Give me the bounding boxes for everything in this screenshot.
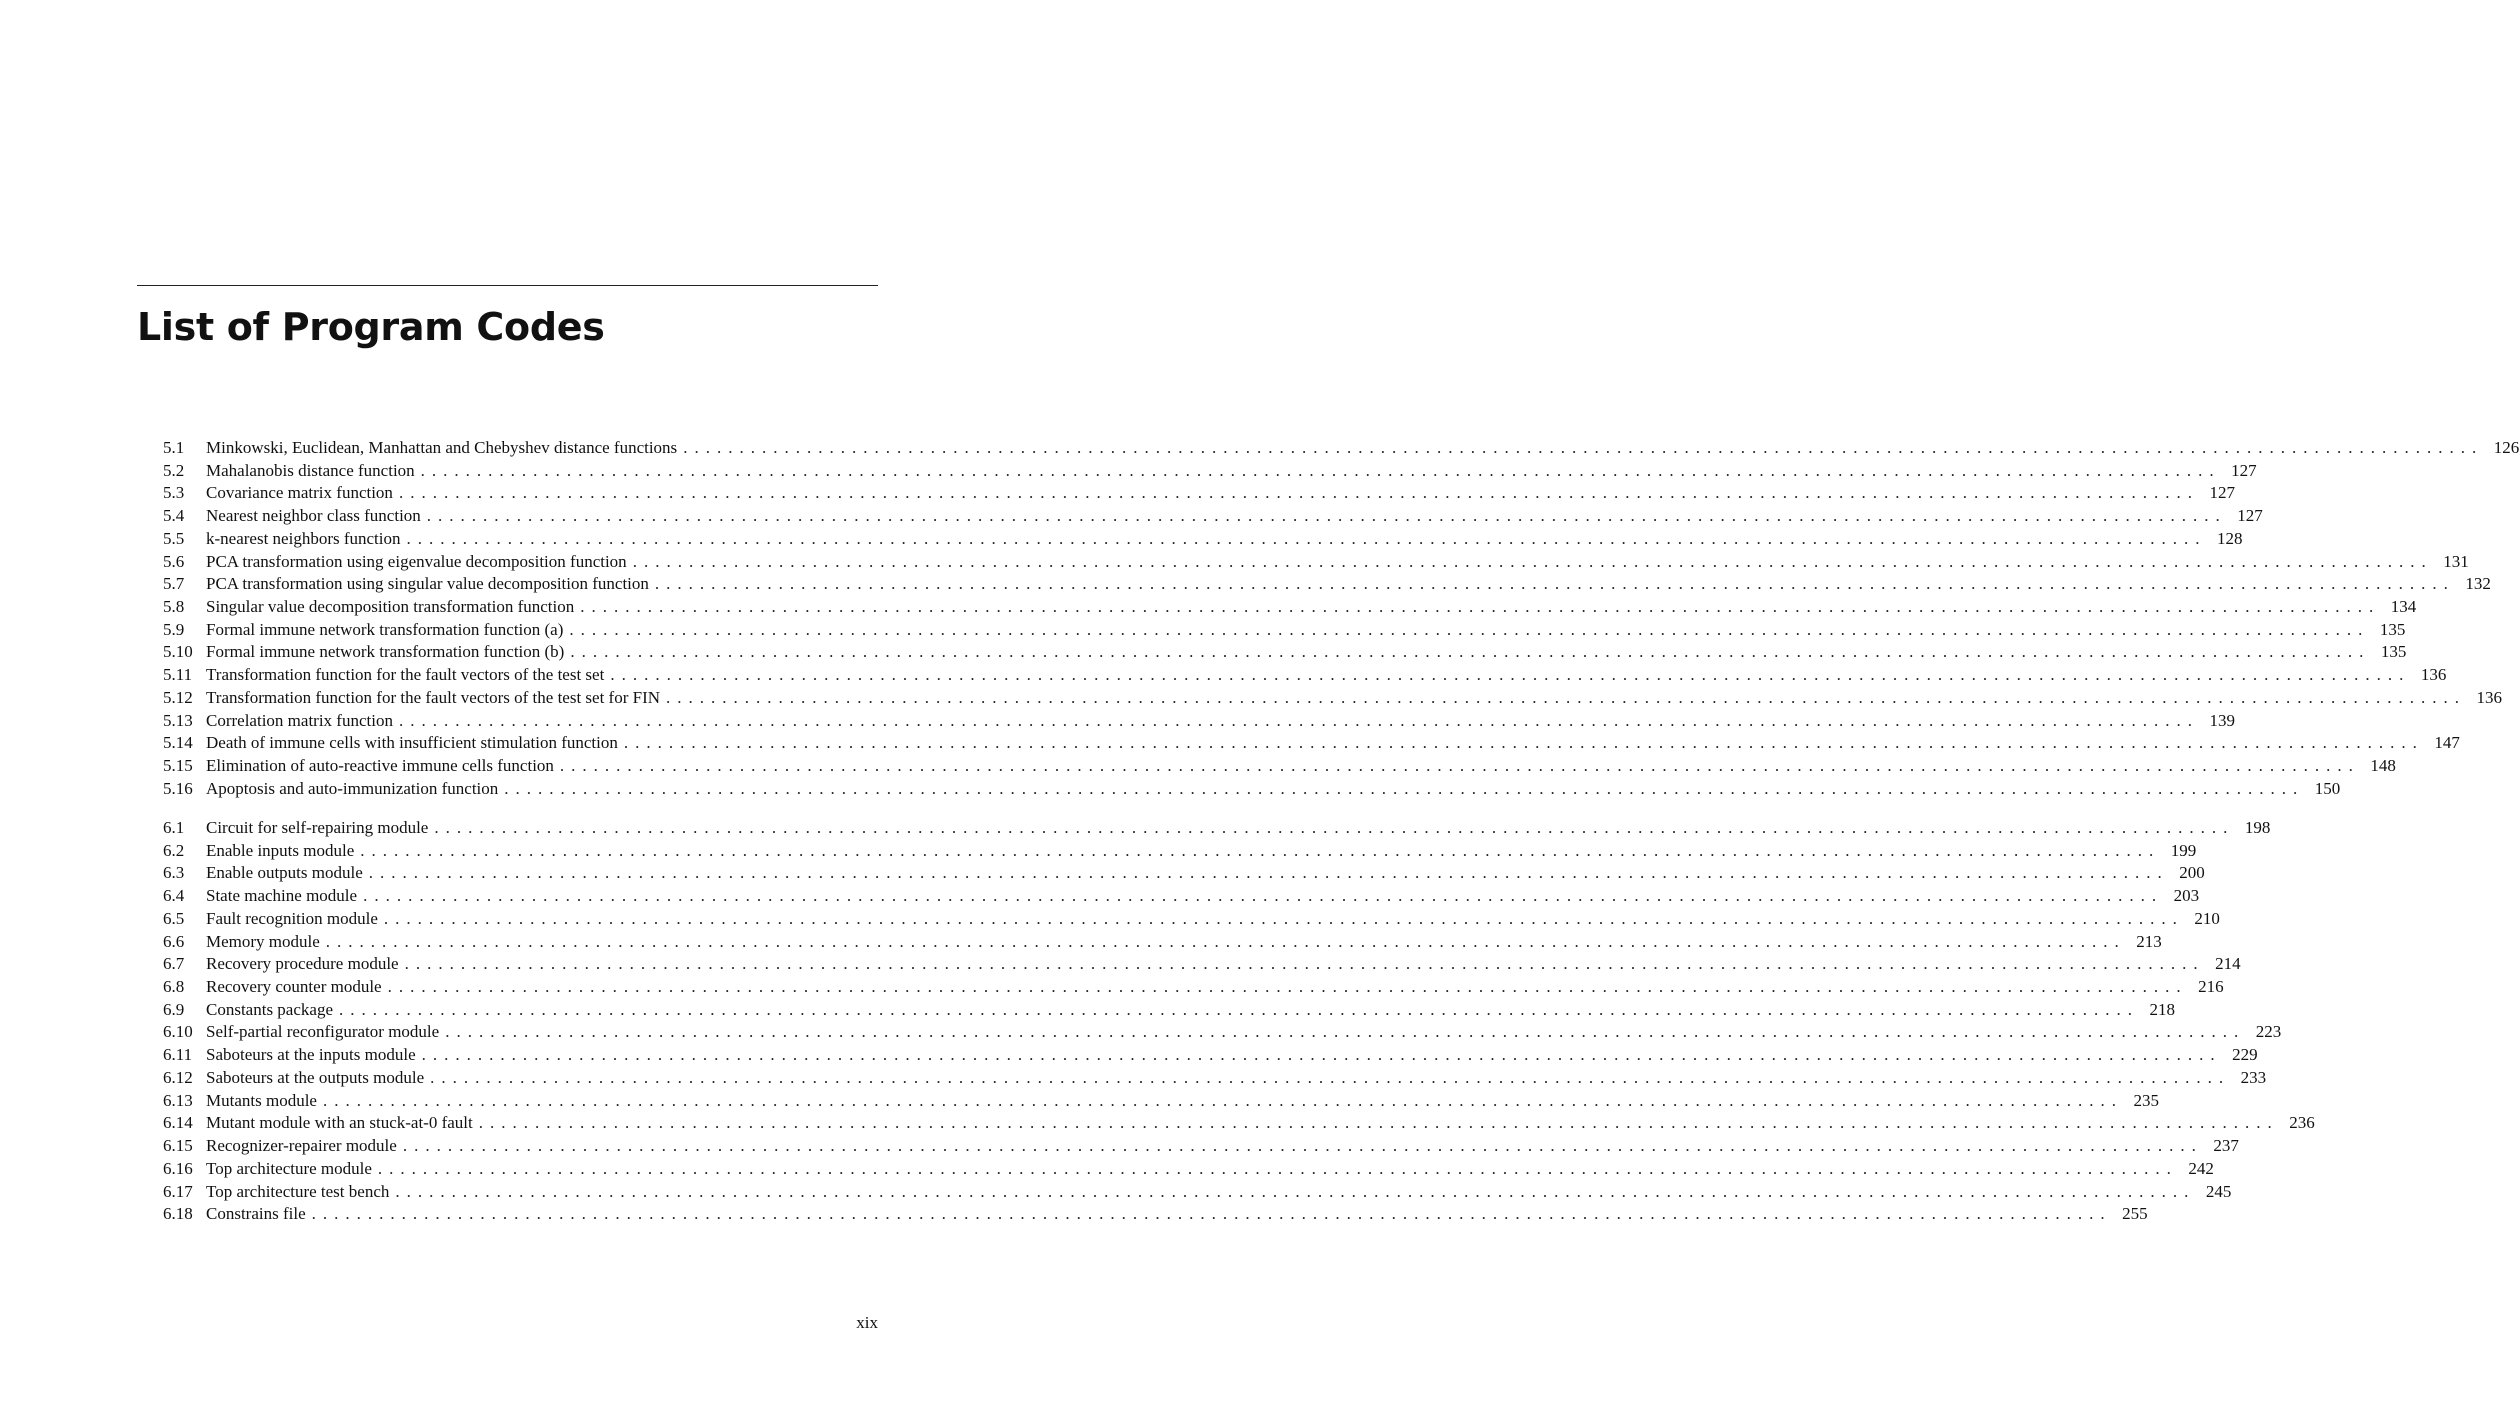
toc-dot-leader: ................................................................................................................................................................: [363, 886, 2164, 906]
toc-entry[interactable]: [163, 1181, 2232, 1204]
toc-entry-title: Saboteurs at the outputs module: [206, 1067, 425, 1087]
toc-entry[interactable]: [163, 1067, 2267, 1090]
toc-dot-leader: ................................................................................................................................................................: [654, 574, 2455, 594]
toc-entry-number: 5.6: [163, 551, 185, 571]
toc-entry[interactable]: [163, 732, 2460, 755]
toc-group-chapter-6: [163, 817, 2315, 1226]
toc-entry[interactable]: [163, 1158, 2214, 1181]
toc-dot-leader: ................................................................................................................................................................: [569, 619, 2370, 639]
toc-entry-title: Circuit for self-repairing module: [206, 818, 429, 837]
toc-entry-title: State machine module: [206, 886, 358, 906]
toc-entry-number: 6.3: [163, 863, 185, 883]
toc-entry[interactable]: [163, 460, 2257, 483]
toc-dot-leader: ................................................................................................................................................................: [398, 710, 2199, 730]
toc-entry-number: 6.9: [163, 999, 185, 1019]
toc-entry-number: 6.12: [163, 1067, 193, 1087]
toc-entry[interactable]: [163, 1203, 2148, 1226]
toc-entry[interactable]: [163, 755, 2396, 778]
toc-entry[interactable]: [163, 953, 2241, 976]
toc-entry-page: 127: [2231, 460, 2257, 480]
toc-entry-title: Mutants module: [206, 1090, 317, 1110]
toc-entry-page: 135: [2380, 642, 2407, 662]
toc-entry-page: 127: [2237, 506, 2263, 526]
toc-entry-title: Singular value decomposition transformation function: [206, 597, 575, 617]
toc-dot-leader: ................................................................................................................................................................: [426, 506, 2227, 526]
toc-entry-number: 5.2: [163, 460, 185, 480]
toc-entry-page: 214: [2215, 954, 2241, 974]
toc-dot-leader: ................................................................................................................................................................: [504, 778, 2305, 798]
toc-entry-number: 6.13: [163, 1090, 193, 1110]
chapter-title: List of Program Codes: [137, 305, 605, 349]
toc-entry-number: 5.13: [163, 710, 193, 730]
toc-entry[interactable]: [163, 976, 2224, 999]
toc-entry-title: Recovery counter module: [206, 977, 382, 997]
toc-entry-title: Enable inputs module: [206, 840, 355, 860]
toc-dot-leader: ................................................................................................................................................................: [610, 665, 2411, 685]
toc-entry-page: 198: [2244, 818, 2271, 837]
toc-entry-number: 5.7: [163, 574, 185, 594]
toc-entry-title: Apoptosis and auto-immunization function: [206, 778, 499, 798]
toc-dot-leader: ................................................................................................................................................................: [430, 1067, 2231, 1087]
toc-entry-number: 5.12: [163, 687, 193, 707]
toc-entry[interactable]: [163, 817, 2271, 840]
toc-entry-page: 203: [2173, 886, 2200, 906]
toc-entry-page: 237: [2213, 1136, 2239, 1156]
toc-entry[interactable]: [163, 710, 2235, 733]
toc-entry-number: 6.17: [163, 1181, 193, 1201]
toc-entry-page: 236: [2289, 1113, 2315, 1133]
toc-entry-title: PCA transformation using singular value decomposition function: [206, 574, 649, 594]
toc-entry-title: Covariance matrix function: [206, 483, 393, 503]
toc-entry-title: Constants package: [206, 999, 333, 1019]
toc-dot-leader: ................................................................................................................................................................: [559, 756, 2360, 776]
toc-entry-number: 6.2: [163, 840, 185, 860]
toc-dot-leader: ................................................................................................................................................................: [402, 1136, 2203, 1156]
toc-entry-page: 199: [2170, 840, 2197, 860]
toc-entry-page: 213: [2136, 931, 2162, 951]
toc-entry-number: 5.5: [163, 528, 185, 548]
toc-entry[interactable]: [163, 551, 2469, 574]
toc-dot-leader: ................................................................................................................................................................: [445, 1022, 2246, 1042]
toc-dot-leader: ................................................................................................................................................................: [383, 908, 2184, 928]
chapter-top-rule: [137, 285, 878, 286]
toc-dot-leader: ................................................................................................................................................................: [406, 528, 2207, 548]
toc-entry-number: 6.10: [163, 1022, 193, 1042]
toc-entry-page: 126: [2493, 438, 2519, 457]
toc-entry-page: 147: [2434, 733, 2460, 753]
toc-entry-title: Top architecture module: [206, 1158, 372, 1178]
toc-entry-title: k-nearest neighbors function: [206, 528, 401, 548]
toc-entry-page: 255: [2122, 1204, 2148, 1224]
toc-entry-number: 6.14: [163, 1113, 193, 1133]
toc-entry-title: Mutant module with an stuck-at-0 fault: [206, 1113, 473, 1133]
toc-entry[interactable]: [163, 437, 2519, 460]
toc-entry-title: Self-partial reconfigurator module: [206, 1022, 440, 1042]
toc-entry-title: Constrains file: [206, 1204, 306, 1224]
toc-entry-number: 6.18: [163, 1204, 193, 1224]
toc-entry-number: 6.7: [163, 954, 185, 974]
toc-entry-number: 5.4: [163, 506, 185, 526]
toc-dot-leader: ................................................................................................................................................................: [666, 687, 2467, 707]
toc-entry-number: 5.8: [163, 597, 185, 617]
toc-dot-leader: ................................................................................................................................................................: [632, 551, 2433, 571]
toc-entry-title: PCA transformation using eigenvalue decomposition function: [206, 551, 627, 571]
toc-entry-number: 5.3: [163, 483, 185, 503]
toc-entry-page: 135: [2379, 619, 2406, 639]
toc-dot-leader: ................................................................................................................................................................: [395, 1181, 2196, 1201]
toc-entry-title: Memory module: [206, 931, 320, 951]
toc-dot-leader: ................................................................................................................................................................: [420, 460, 2221, 480]
toc-entry-number: 6.11: [163, 1045, 193, 1065]
toc-entry-number: 6.16: [163, 1158, 193, 1178]
toc-entry-title: Enable outputs module: [206, 863, 363, 883]
toc-entry[interactable]: [163, 687, 2503, 710]
toc-entry-page: 150: [2314, 778, 2341, 798]
toc-entry[interactable]: [163, 908, 2220, 931]
toc-dot-leader: ................................................................................................................................................................: [570, 642, 2371, 662]
toc-dot-leader: ................................................................................................................................................................: [421, 1045, 2222, 1065]
toc-entry-page: 233: [2240, 1067, 2267, 1087]
toc-entry-title: Recognizer-repairer module: [206, 1136, 397, 1156]
toc-entry-page: 210: [2194, 908, 2220, 928]
toc-dot-leader: ................................................................................................................................................................: [398, 483, 2199, 503]
toc-entry-page: 216: [2198, 977, 2224, 997]
toc-dot-leader: ................................................................................................................................................................: [387, 977, 2188, 997]
toc-entry[interactable]: [163, 1021, 2282, 1044]
toc-dot-leader: ................................................................................................................................................................: [404, 954, 2205, 974]
toc-dot-leader: ................................................................................................................................................................: [434, 818, 2235, 837]
toc-entry[interactable]: [163, 505, 2263, 528]
toc-entry[interactable]: [163, 596, 2417, 619]
toc-entry-page: 134: [2390, 597, 2417, 617]
toc-entry-page: 229: [2232, 1045, 2258, 1065]
toc-dot-leader: ................................................................................................................................................................: [360, 840, 2161, 860]
toc-entry[interactable]: [163, 1135, 2239, 1158]
toc-entry-page: 245: [2205, 1181, 2232, 1201]
toc-entry-page: 200: [2179, 863, 2205, 883]
toc-entry-page: 132: [2465, 574, 2491, 594]
toc-dot-leader: ................................................................................................................................................................: [322, 1090, 2123, 1110]
toc-entry-number: 6.5: [163, 908, 185, 928]
toc-entry-number: 6.15: [163, 1136, 193, 1156]
toc-dot-leader: ................................................................................................................................................................: [325, 931, 2126, 951]
toc-entry-number: 6.8: [163, 977, 185, 997]
toc-entry-page: 136: [2420, 665, 2447, 685]
toc-entry-number: 5.10: [163, 642, 193, 662]
toc-entry[interactable]: [163, 528, 2243, 551]
toc-entry-title: Recovery procedure module: [206, 954, 399, 974]
toc-entry[interactable]: [163, 664, 2447, 687]
toc-entry-number: 5.11: [163, 665, 193, 685]
toc-entry-page: 131: [2443, 551, 2469, 571]
toc-entry-title: Fault recognition module: [206, 908, 378, 928]
toc-dot-leader: ................................................................................................................................................................: [339, 999, 2139, 1019]
toc-entry-number: 6.6: [163, 931, 185, 951]
toc-entry[interactable]: [163, 482, 2235, 505]
toc-entry-title: Minkowski, Euclidean, Manhattan and Chebyshev distance functions: [206, 438, 678, 457]
toc-entry-number: 5.14: [163, 733, 193, 753]
toc-entry-title: Death of immune cells with insufficient stimulation function: [206, 733, 618, 753]
toc-entry[interactable]: [163, 619, 2406, 642]
toc-entry-title: Mahalanobis distance function: [206, 460, 415, 480]
toc-entry-title: Top architecture test bench: [206, 1181, 390, 1201]
toc-entry[interactable]: [163, 999, 2175, 1022]
toc-entry-title: Elimination of auto-reactive immune cells function: [206, 756, 554, 776]
page-number: xix: [856, 1313, 878, 1332]
toc-entry[interactable]: [163, 641, 2407, 664]
toc-entry[interactable]: [163, 862, 2205, 885]
toc-entry[interactable]: [163, 840, 2197, 863]
toc-entry-title: Formal immune network transformation function (b): [206, 642, 565, 662]
toc-entry-title: Formal immune network transformation function (a): [206, 619, 564, 639]
toc-entry-page: 139: [2209, 710, 2235, 730]
toc-dot-leader: ................................................................................................................................................................: [478, 1113, 2279, 1133]
toc-entry-number: 5.1: [163, 438, 185, 457]
toc-entry-page: 242: [2188, 1158, 2214, 1178]
toc-entry-title: Transformation function for the fault vectors of the test set for FIN: [206, 687, 661, 707]
toc-entry-number: 5.15: [163, 756, 193, 776]
toc-entry-title: Correlation matrix function: [206, 710, 393, 730]
toc-group-chapter-5: [163, 437, 2519, 801]
toc-entry-page: 148: [2370, 756, 2396, 776]
toc-entry-page: 218: [2149, 999, 2175, 1019]
toc-dot-leader: ................................................................................................................................................................: [368, 863, 2169, 883]
toc-entry-page: 136: [2476, 687, 2503, 707]
toc-entry-page: 127: [2209, 483, 2235, 503]
toc-dot-leader: ................................................................................................................................................................: [377, 1158, 2178, 1178]
toc-entry-page: 235: [2133, 1090, 2159, 1110]
toc-entry-number: 6.4: [163, 886, 185, 906]
toc-entry-number: 5.16: [163, 778, 193, 798]
toc-dot-leader: ................................................................................................................................................................: [683, 438, 2484, 457]
toc-entry-title: Transformation function for the fault vectors of the test set: [206, 665, 605, 685]
toc-entry-page: 128: [2217, 528, 2243, 548]
toc-entry[interactable]: [163, 885, 2200, 908]
toc-dot-leader: ................................................................................................................................................................: [311, 1204, 2112, 1224]
toc-entry-number: 6.1: [163, 818, 185, 837]
toc-entry[interactable]: [163, 778, 2341, 801]
toc-entry[interactable]: [163, 1090, 2159, 1113]
toc-dot-leader: ................................................................................................................................................................: [580, 597, 2381, 617]
toc-entry[interactable]: [163, 573, 2491, 596]
toc-entry-number: 5.9: [163, 619, 185, 639]
toc-dot-leader: ................................................................................................................................................................: [623, 733, 2424, 753]
toc-entry[interactable]: [163, 1112, 2315, 1135]
toc-entry-title: Saboteurs at the inputs module: [206, 1045, 416, 1065]
toc-entry[interactable]: [163, 1044, 2258, 1067]
toc-entry-page: 223: [2255, 1022, 2282, 1042]
toc-entry[interactable]: [163, 931, 2162, 954]
toc-entry-title: Nearest neighbor class function: [206, 506, 421, 526]
